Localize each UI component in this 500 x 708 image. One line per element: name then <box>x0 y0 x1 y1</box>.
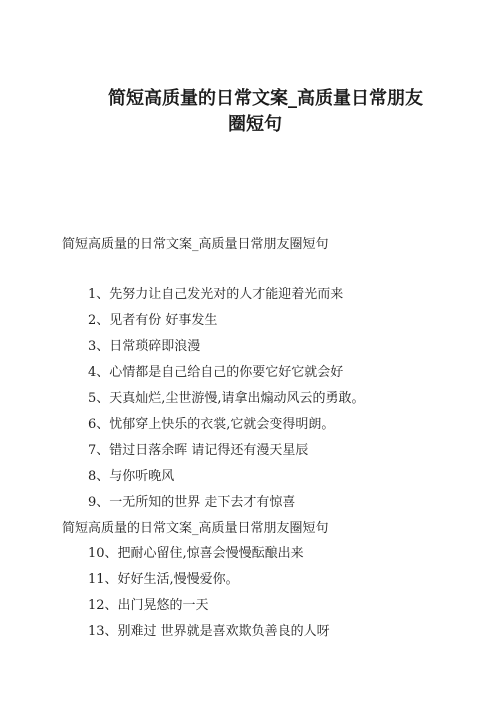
list-item: 8、与你听晚风 <box>88 469 175 484</box>
list-item: 12、出门晃悠的一天 <box>88 598 209 613</box>
item-list-2 <box>88 541 330 645</box>
list-item: 2、见者有份 好事发生 <box>88 313 218 328</box>
document-title-line-2: 圈短句 <box>228 114 282 135</box>
section-heading-1: 简短高质量的日常文案_高质量日常朋友圈短句 <box>62 237 329 252</box>
list-item: 7、错过日落余晖 请记得还有漫天星辰 <box>88 443 309 458</box>
list-item: 13、别难过 世界就是喜欢欺负善良的人呀 <box>88 624 330 639</box>
list-item: 6、忧郁穿上快乐的衣裳,它就会变得明朗。 <box>88 417 335 432</box>
list-item: 9、一无所知的世界 走下去才有惊喜 <box>88 495 296 510</box>
list-item: 11、好好生活,慢慢爱你。 <box>88 572 239 587</box>
item-list-1 <box>88 282 365 516</box>
list-item: 5、天真灿烂,尘世游慢,请拿出煽动风云的勇敢。 <box>88 391 365 406</box>
list-item: 10、把耐心留住,惊喜会慢慢酝酿出来 <box>88 546 304 561</box>
list-item: 3、日常琐碎即浪漫 <box>88 339 201 354</box>
document-title-line-1: 简短高质量的日常文案_高质量日常朋友 <box>108 88 423 109</box>
list-item: 4、心情都是自己给自己的你要它好它就会好 <box>88 365 344 380</box>
document-title <box>100 86 460 138</box>
list-item: 1、先努力让自己发光对的人才能迎着光而来 <box>88 287 344 302</box>
section-heading-2: 简短高质量的日常文案_高质量日常朋友圈短句 <box>62 521 329 536</box>
